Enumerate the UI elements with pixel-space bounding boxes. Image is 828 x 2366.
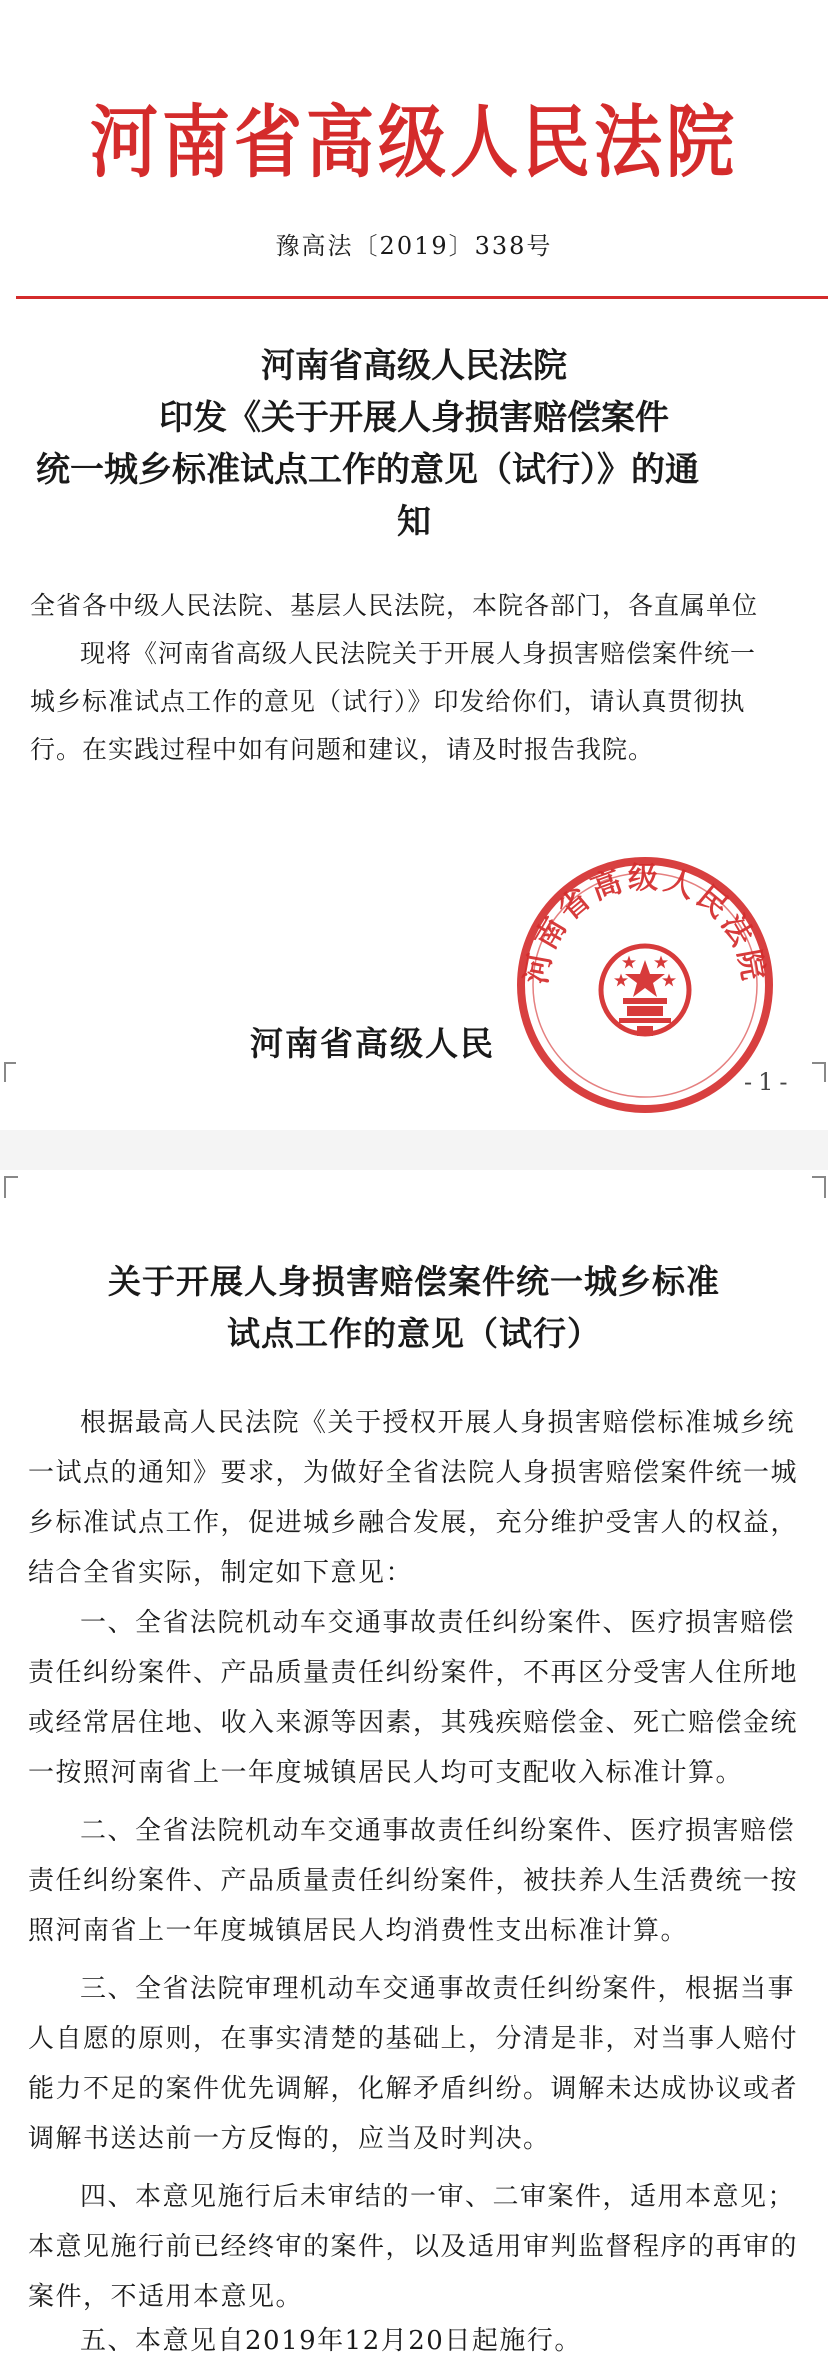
opinion-title-line-1: 关于开展人身损害赔偿案件统一城乡标准 [108, 1262, 720, 1301]
opinion-body-line: 一按照河南省上一年度城镇居民人均可支配收入标准计算。 [28, 1758, 744, 1788]
opinion-body-line: 一试点的通知》要求，为做好全省法院人身损害赔偿案件统一城 [28, 1458, 799, 1488]
signing-authority: 河南省高级人民 [250, 1024, 495, 1063]
notice-body-line: 行。在实践过程中如有问题和建议，请及时报告我院。 [30, 735, 655, 764]
document-page-1 [0, 0, 828, 1130]
seal-text: 河南省高级人民法院 [518, 861, 772, 987]
notice-title-line-3: 统一城乡标准试点工作的意见（试行）》的通 [36, 450, 699, 490]
crop-mark [4, 1062, 16, 1064]
opinion-body-line: 能力不足的案件优先调解，化解矛盾纠纷。调解未达成协议或者 [28, 2074, 799, 2104]
notice-title-line-1: 河南省高级人民法院 [261, 346, 567, 386]
opinion-clause-1: 一、全省法院机动车交通事故责任纠纷案件、医疗损害赔偿 [80, 1608, 796, 1638]
document-page-2 [0, 1170, 828, 2366]
opinion-body-line: 根据最高人民法院《关于授权开展人身损害赔偿标准城乡统 [80, 1408, 796, 1438]
notice-body-line: 现将《河南省高级人民法院关于开展人身损害赔偿案件统一 [80, 639, 757, 668]
page-number: -1- [744, 1068, 794, 1096]
notice-title-line-2: 印发《关于开展人身损害赔偿案件 [159, 398, 669, 438]
opinion-body-line: 结合全省实际，制定如下意见： [28, 1558, 414, 1588]
opinion-body-line: 照河南省上一年度城镇居民人均消费性支出标准计算。 [28, 1916, 689, 1946]
crop-mark [812, 1176, 826, 1198]
crop-mark [812, 1062, 826, 1082]
official-seal-stamp [510, 850, 780, 1120]
opinion-clause-4: 四、本意见施行后未审结的一审、二审案件，适用本意见； [80, 2182, 796, 2212]
opinion-body-line: 或经常居住地、收入来源等因素，其残疾赔偿金、死亡赔偿金统 [28, 1708, 799, 1738]
opinion-body-line: 责任纠纷案件、产品质量责任纠纷案件，不再区分受害人住所地 [28, 1658, 799, 1688]
crop-mark [4, 1176, 18, 1198]
opinion-body-line: 调解书送达前一方反悔的，应当及时判决。 [28, 2124, 551, 2154]
opinion-clause-5: 五、本意见自2019年12月20日起施行。 [80, 2326, 582, 2356]
opinion-body-line: 案件，不适用本意见。 [28, 2282, 304, 2312]
court-masthead: 河南省高级人民法院 [89, 96, 738, 189]
opinion-title-line-2: 试点工作的意见（试行） [227, 1314, 601, 1353]
notice-title-line-4: 知 [397, 502, 431, 542]
notice-body-line: 城乡标准试点工作的意见（试行）》印发给你们，请认真贯彻执 [30, 687, 746, 716]
page-gap [0, 1130, 828, 1170]
document-number: 豫高法〔2019〕338号 [275, 232, 553, 260]
opinion-body-line: 人自愿的原则，在事实清楚的基础上，分清是非，对当事人赔付 [28, 2024, 799, 2054]
red-divider-line [16, 296, 828, 299]
opinion-body-line: 乡标准试点工作，促进城乡融合发展，充分维护受害人的权益， [28, 1508, 799, 1538]
crop-mark [4, 1062, 18, 1082]
opinion-clause-3: 三、全省法院审理机动车交通事故责任纠纷案件，根据当事 [80, 1974, 796, 2004]
crop-mark [812, 1062, 824, 1064]
notice-recipients: 全省各中级人民法院、基层人民法院，本院各部门，各直属单位 [30, 591, 759, 620]
opinion-body-line: 本意见施行前已经终审的案件，以及适用审判监督程序的再审的 [28, 2232, 799, 2262]
opinion-body-line: 责任纠纷案件、产品质量责任纠纷案件，被扶养人生活费统一按 [28, 1866, 799, 1896]
opinion-clause-2: 二、全省法院机动车交通事故责任纠纷案件、医疗损害赔偿 [80, 1816, 796, 1846]
